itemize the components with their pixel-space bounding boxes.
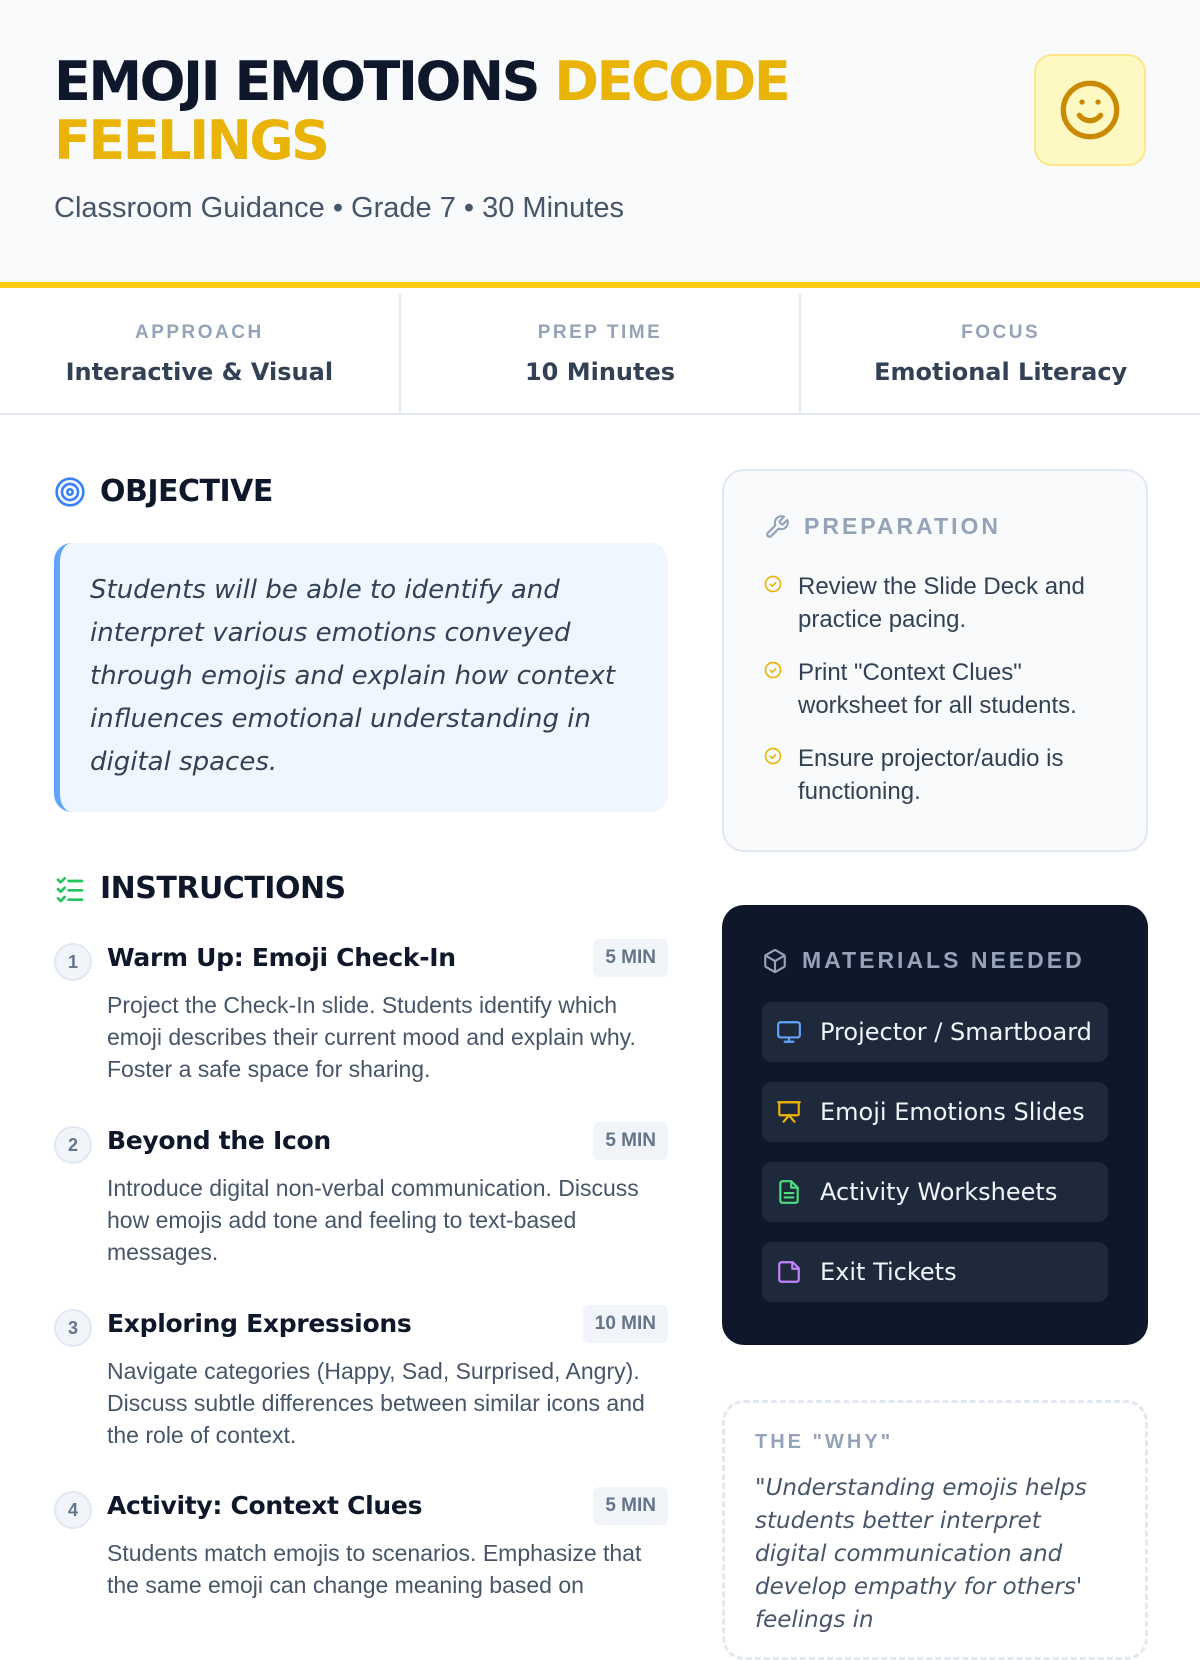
why-quote: "Understanding emojis helps students better interpret digital communication and develop empathy for others' feelings in bbox=[755, 1475, 1087, 1633]
materials-list bbox=[762, 1002, 1108, 1302]
page-header bbox=[0, 0, 1200, 288]
presentation-icon bbox=[776, 1099, 802, 1125]
list-item bbox=[764, 570, 1108, 636]
preparation-list bbox=[764, 570, 1108, 808]
step-description: Navigate categories (Happy, Sad, Surprised, Angry). Discuss subtle differences between similar icons and the role of context. bbox=[107, 1358, 645, 1448]
list-item bbox=[762, 1242, 1108, 1302]
page-title bbox=[54, 52, 788, 170]
step-description: Introduce digital non-verbal communication. Discuss how emojis add tone and feeling to text-based messages. bbox=[107, 1175, 639, 1265]
list-item bbox=[762, 1082, 1108, 1142]
title-part-2: DECODE bbox=[554, 50, 789, 113]
info-value: Emotional Literacy bbox=[874, 358, 1128, 386]
material-label: Projector / Smartboard bbox=[820, 1018, 1092, 1046]
step-title: Beyond the Icon bbox=[107, 1126, 331, 1155]
instructions-heading bbox=[54, 871, 346, 906]
info-value: 10 Minutes bbox=[524, 358, 676, 386]
materials-title: MATERIALS NEEDED bbox=[802, 947, 1085, 973]
info-label: PREP TIME bbox=[537, 322, 663, 343]
step-number: 4 bbox=[54, 1491, 92, 1529]
step-title: Activity: Context Clues bbox=[107, 1491, 423, 1520]
prep-item-text: Print "Context Clues" worksheet for all students. bbox=[798, 659, 1077, 719]
why-label: THE "WHY" bbox=[755, 1431, 894, 1453]
step-time-badge: 5 MIN bbox=[593, 1487, 668, 1525]
material-label: Exit Tickets bbox=[820, 1258, 957, 1286]
materials-card bbox=[722, 905, 1148, 1345]
info-approach bbox=[0, 294, 401, 413]
material-label: Emoji Emotions Slides bbox=[820, 1098, 1085, 1126]
prep-item-text: Review the Slide Deck and practice pacing. bbox=[798, 573, 1085, 633]
step-title: Warm Up: Emoji Check-In bbox=[107, 943, 456, 972]
title-part-1: EMOJI EMOTIONS bbox=[54, 50, 538, 113]
document-icon bbox=[776, 1179, 802, 1205]
list-item bbox=[764, 656, 1108, 722]
step-description: Project the Check-In slide. Students identify which emoji describes their current mood and explain why. Foster a safe space for sharing. bbox=[107, 992, 636, 1082]
title-part-3: FEELINGS bbox=[54, 109, 328, 172]
sticky-note-icon bbox=[776, 1259, 802, 1285]
list-item bbox=[762, 1162, 1108, 1222]
instructions-title: INSTRUCTIONS bbox=[100, 871, 346, 906]
info-label: APPROACH bbox=[134, 322, 264, 343]
materials-heading bbox=[762, 947, 1108, 974]
monitor-icon bbox=[776, 1019, 802, 1045]
wrench-icon bbox=[764, 514, 790, 540]
step-time-badge: 5 MIN bbox=[593, 939, 668, 977]
preparation-card bbox=[722, 469, 1148, 852]
logo-badge bbox=[1034, 54, 1146, 166]
checklist-icon bbox=[54, 873, 86, 905]
step-time-badge: 10 MIN bbox=[583, 1305, 668, 1343]
info-focus bbox=[801, 294, 1200, 413]
page-subtitle: Classroom Guidance • Grade 7 • 30 Minutes bbox=[54, 192, 624, 224]
step-number: 1 bbox=[54, 943, 92, 981]
preparation-title: PREPARATION bbox=[804, 513, 1001, 539]
objective-text: Students will be able to identify and interpret various emotions conveyed through emojis and explain how context influences emotional understanding in digital spaces. bbox=[90, 575, 616, 777]
info-prep-time bbox=[401, 294, 802, 413]
prep-item-text: Ensure projector/audio is functioning. bbox=[798, 745, 1064, 805]
step-title: Exploring Expressions bbox=[107, 1309, 412, 1338]
check-circle-icon bbox=[764, 742, 784, 808]
material-label: Activity Worksheets bbox=[820, 1178, 1058, 1206]
info-strip bbox=[0, 294, 1200, 415]
info-value: Interactive & Visual bbox=[65, 358, 334, 386]
smiley-face-icon bbox=[1058, 78, 1122, 142]
check-circle-icon bbox=[764, 656, 784, 722]
objective-box bbox=[54, 543, 668, 812]
objective-heading bbox=[54, 474, 273, 509]
target-icon bbox=[54, 476, 86, 508]
info-label: FOCUS bbox=[961, 322, 1041, 343]
why-card bbox=[722, 1400, 1148, 1660]
step-time-badge: 5 MIN bbox=[593, 1122, 668, 1160]
list-item bbox=[764, 742, 1108, 808]
step-description: Students match emojis to scenarios. Emphasize that the same emoji can change meaning based on bbox=[107, 1540, 642, 1598]
step-number: 2 bbox=[54, 1126, 92, 1164]
objective-title: OBJECTIVE bbox=[100, 474, 273, 509]
list-item bbox=[762, 1002, 1108, 1062]
preparation-heading bbox=[764, 513, 1108, 540]
step-number: 3 bbox=[54, 1309, 92, 1347]
package-icon bbox=[762, 948, 788, 974]
check-circle-icon bbox=[764, 570, 784, 636]
